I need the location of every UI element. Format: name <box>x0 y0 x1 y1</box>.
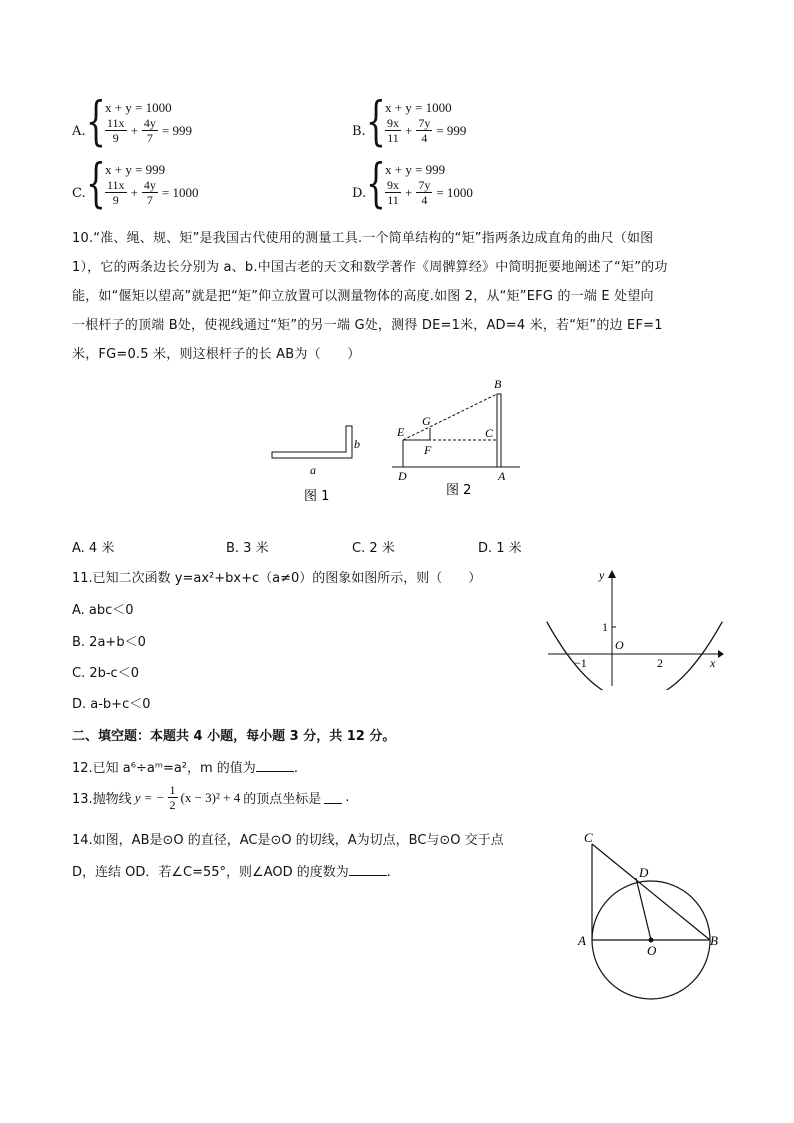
label-D: D <box>639 865 649 880</box>
label-a: a <box>310 463 316 477</box>
q11-option-b: B. 2a+b＜0 <box>72 635 146 650</box>
q13: 13.抛物线 y = − $\frac{1}{2}$ (x − 3)² + 4 的顶点坐标是 . <box>72 783 350 812</box>
q10-option-c: C. 2 米 <box>352 541 395 556</box>
brace: { <box>86 154 106 214</box>
label-B: B <box>710 933 718 948</box>
y-axis-label: y <box>599 568 605 582</box>
answer-blank[interactable] <box>256 759 294 772</box>
label-b: b <box>354 437 360 451</box>
figure-1-caption: 图 1 <box>304 489 330 504</box>
q14-circle-figure <box>574 826 724 1006</box>
origin-label: O <box>615 638 624 652</box>
q10-option-b: B. 3 米 <box>226 541 269 556</box>
q10-option-d: D. 1 米 <box>478 541 522 556</box>
q14-line-1: 14.如图，AB是⊙O 的直径，AC是⊙O 的切线，A为切点，BC与⊙O 交于点 <box>72 833 504 848</box>
tick-minus-1: −1 <box>574 656 587 670</box>
tick-1: 1 <box>602 620 608 634</box>
answer-blank[interactable] <box>324 791 342 804</box>
label-A: A <box>578 933 586 948</box>
q11-stem: 11.已知二次函数 y=ax²+bx+c（a≠0）的图象如图所示，则（ ） <box>72 571 482 586</box>
q11-parabola-graph <box>544 566 726 690</box>
section-2-header: 二、填空题：本题共 4 小题，每小题 3 分，共 12 分。 <box>72 729 396 744</box>
label-C: C <box>485 426 494 440</box>
q12: 12.已知 a⁶÷aᵐ=a²，m 的值为 . <box>72 761 298 776</box>
label-G: G <box>422 414 431 428</box>
label-C: C <box>584 830 593 845</box>
q9-option-c: C. { x + y = 999 $\frac{11x}{9}$ + $\frac{4y}{7}$ = 1000 <box>72 154 199 214</box>
q11-option-c: C. 2b-c＜0 <box>72 666 139 681</box>
brace: { <box>366 92 386 152</box>
label-F: F <box>424 443 432 457</box>
q9-option-b: B. { x + y = 1000 $\frac{9x}{11}$ + $\frac{7y}{4}$ = 999 <box>352 92 467 152</box>
q9-option-a: A. { x + y = 1000 $\frac{11x}{9}$ + $\frac{4y}{7}$ = 999 <box>72 92 192 152</box>
answer-blank[interactable] <box>349 863 387 876</box>
tick-2: 2 <box>657 656 663 670</box>
q10-figure-2 <box>388 372 528 507</box>
q10-figure-1 <box>266 418 366 508</box>
q10-option-a: A. 4 米 <box>72 541 115 556</box>
x-axis-label: x <box>710 656 716 670</box>
q11-option-a: A. abc＜0 <box>72 603 134 618</box>
figure-2-caption: 图 2 <box>446 483 472 498</box>
label-D: D <box>398 469 407 483</box>
brace: { <box>366 154 386 214</box>
q10-stem: 10.“准、绳、规、矩”是我国古代使用的测量工具.一个简单结构的“矩”指两条边成直角的曲尺（如图 1），它的两条边长分别为 a、b.中国古老的天文和数学著作《周髀算经》中简明扼要地阐述了“矩”的功 能，如“偃矩以望高”就是把“矩”仰立放置可以测量物体的高度.如图 2，从“矩”EFG 的一端 E 处望向 一根杆子的顶端 B处，使视线通过“矩”的另一端 G处，测得 DE=1米，AD=4 米，若“矩”的边 EF=1 米，FG=0.5 米，则这根杆子的长 AB为（ ） <box>72 231 668 362</box>
label-A: A <box>498 469 506 483</box>
q11-option-d: D. a-b+c＜0 <box>72 697 151 712</box>
label-O: O <box>647 943 657 958</box>
q14-line-2: D，连结 OD．若∠C=55°，则∠AOD 的度数为 . <box>72 865 391 880</box>
label-E: E <box>397 425 405 439</box>
brace: { <box>86 92 106 152</box>
label-B: B <box>494 377 502 391</box>
q9-option-d: D. { x + y = 999 $\frac{9x}{11}$ + $\frac{7y}{4}$ = 1000 <box>352 154 473 214</box>
